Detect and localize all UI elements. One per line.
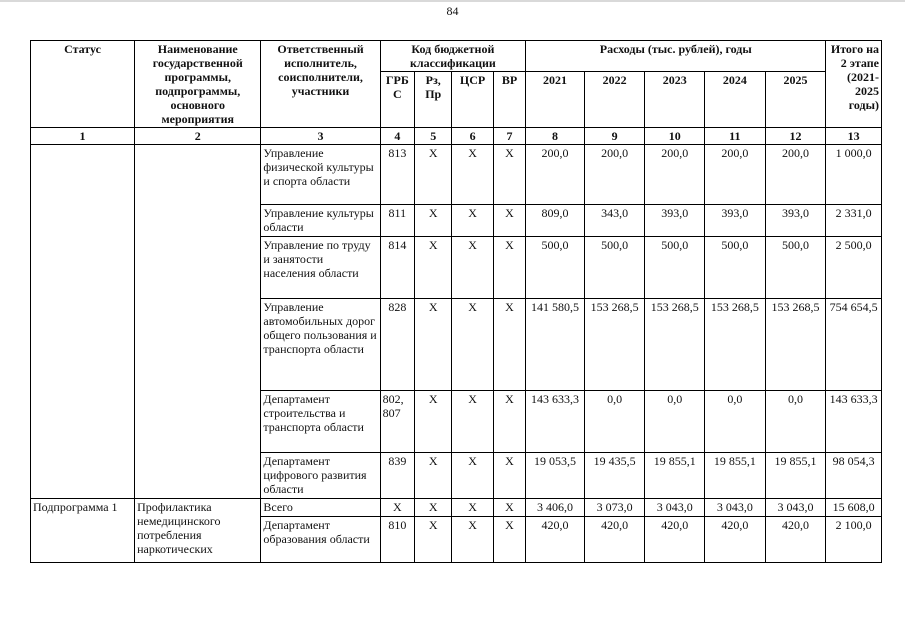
total-cell: 143 633,3 [826,391,882,453]
responsible-org-cell: Департамент цифрового развития области [261,453,380,499]
csr-cell: X [452,453,493,499]
column-number: 4 [380,128,414,145]
grbs-cell: 814 [380,237,414,299]
value-2024-cell: 19 855,1 [705,453,766,499]
vr-cell: X [493,499,525,517]
grbs-cell: 828 [380,299,414,391]
responsible-org-cell: Управление культуры области [261,205,380,237]
total-cell: 15 608,0 [826,499,882,517]
grbs-cell: 810 [380,517,414,563]
value-2024-cell: 0,0 [705,391,766,453]
value-2021-cell: 141 580,5 [526,299,585,391]
total-cell: 2 500,0 [826,237,882,299]
rz-pr-cell: X [415,237,452,299]
grbs-cell: 813 [380,145,414,205]
csr-cell: X [452,299,493,391]
vr-cell: X [493,237,525,299]
value-2024-cell: 420,0 [705,517,766,563]
page-number: 84 [446,4,459,18]
vr-cell: X [493,453,525,499]
value-2022-cell: 200,0 [584,145,645,205]
value-2023-cell: 153 268,5 [645,299,705,391]
csr-cell: X [452,237,493,299]
rz-pr-cell: X [415,205,452,237]
column-number: 11 [705,128,766,145]
column-number-row [31,128,882,145]
column-number: 9 [584,128,645,145]
total-cell: 2 331,0 [826,205,882,237]
value-2023-cell: 3 043,0 [645,499,705,517]
csr-cell: X [452,145,493,205]
header-year-2022: 2022 [584,72,645,128]
grbs-cell: 839 [380,453,414,499]
value-2021-cell: 143 633,3 [526,391,585,453]
csr-cell: X [452,391,493,453]
header-row [31,41,882,72]
status-cell [31,145,135,499]
header-total: Итого на 2 этапе (2021-2025 годы) [826,41,882,128]
header-grbs: ГРБ С [380,72,414,128]
page-top-rule [0,0,905,2]
responsible-org-cell: Всего [261,499,380,517]
value-2025-cell: 153 268,5 [765,299,826,391]
csr-cell: X [452,517,493,563]
grbs-cell: 802, 807 [380,391,414,453]
value-2022-cell: 19 435,5 [584,453,645,499]
program-name-cell [135,145,261,499]
column-number: 7 [493,128,525,145]
column-number: 10 [645,128,705,145]
value-2024-cell: 500,0 [705,237,766,299]
program-name-cell: Профилактика немедицинского потребления наркотических [135,499,261,563]
header-expenses: Расходы (тыс. рублей), годы [526,41,826,72]
rz-pr-cell: X [415,499,452,517]
header-program-name: Наименование государственной программы, подпрограммы, основного мероприятия [135,41,261,128]
column-number: 1 [31,128,135,145]
column-number: 3 [261,128,380,145]
column-number: 5 [415,128,452,145]
total-cell: 1 000,0 [826,145,882,205]
header-year-2025: 2025 [765,72,826,128]
header-year-2023: 2023 [645,72,705,128]
table-row [31,145,882,205]
rz-pr-cell: X [415,145,452,205]
value-2021-cell: 500,0 [526,237,585,299]
value-2025-cell: 420,0 [765,517,826,563]
value-2022-cell: 0,0 [584,391,645,453]
rz-pr-cell: X [415,391,452,453]
responsible-org-cell: Департамент образования области [261,517,380,563]
budget-table [30,40,882,563]
value-2021-cell: 809,0 [526,205,585,237]
status-cell: Подпрограмма 1 [31,499,135,563]
value-2021-cell: 3 406,0 [526,499,585,517]
header-status: Статус [31,41,135,128]
csr-cell: X [452,499,493,517]
value-2025-cell: 0,0 [765,391,826,453]
value-2021-cell: 420,0 [526,517,585,563]
responsible-org-cell: Управление физической культуры и спорта области [261,145,380,205]
rz-pr-cell: X [415,299,452,391]
responsible-org-cell: Департамент строительства и транспорта области [261,391,380,453]
column-number: 13 [826,128,882,145]
value-2022-cell: 500,0 [584,237,645,299]
column-number: 12 [765,128,826,145]
vr-cell: X [493,299,525,391]
header-responsible: Ответственный исполнитель, соисполнители, участники [261,41,380,128]
grbs-cell: 811 [380,205,414,237]
value-2023-cell: 19 855,1 [645,453,705,499]
header-year-2024: 2024 [705,72,766,128]
header-budget-code: Код бюджетной классификации [380,41,526,72]
column-number: 2 [135,128,261,145]
header-rz-pr: Рз, Пр [415,72,452,128]
value-2022-cell: 3 073,0 [584,499,645,517]
header-year-2021: 2021 [526,72,585,128]
csr-cell: X [452,205,493,237]
value-2023-cell: 0,0 [645,391,705,453]
vr-cell: X [493,391,525,453]
column-number: 8 [526,128,585,145]
header-csr: ЦСР [452,72,493,128]
value-2025-cell: 500,0 [765,237,826,299]
responsible-org-cell: Управление автомобильных дорог общего пользования и транспорта области [261,299,380,391]
vr-cell: X [493,517,525,563]
value-2023-cell: 393,0 [645,205,705,237]
value-2024-cell: 3 043,0 [705,499,766,517]
value-2025-cell: 19 855,1 [765,453,826,499]
grbs-cell: X [380,499,414,517]
value-2023-cell: 200,0 [645,145,705,205]
value-2025-cell: 3 043,0 [765,499,826,517]
header-vr: ВР [493,72,525,128]
value-2022-cell: 420,0 [584,517,645,563]
vr-cell: X [493,205,525,237]
value-2023-cell: 420,0 [645,517,705,563]
rz-pr-cell: X [415,453,452,499]
value-2024-cell: 153 268,5 [705,299,766,391]
value-2023-cell: 500,0 [645,237,705,299]
value-2021-cell: 200,0 [526,145,585,205]
value-2024-cell: 393,0 [705,205,766,237]
total-cell: 98 054,3 [826,453,882,499]
value-2025-cell: 393,0 [765,205,826,237]
responsible-org-cell: Управление по труду и занятости населения области [261,237,380,299]
rz-pr-cell: X [415,517,452,563]
value-2022-cell: 343,0 [584,205,645,237]
total-cell: 754 654,5 [826,299,882,391]
value-2022-cell: 153 268,5 [584,299,645,391]
total-cell: 2 100,0 [826,517,882,563]
column-number: 6 [452,128,493,145]
value-2021-cell: 19 053,5 [526,453,585,499]
value-2025-cell: 200,0 [765,145,826,205]
value-2024-cell: 200,0 [705,145,766,205]
vr-cell: X [493,145,525,205]
table-row [31,499,882,517]
